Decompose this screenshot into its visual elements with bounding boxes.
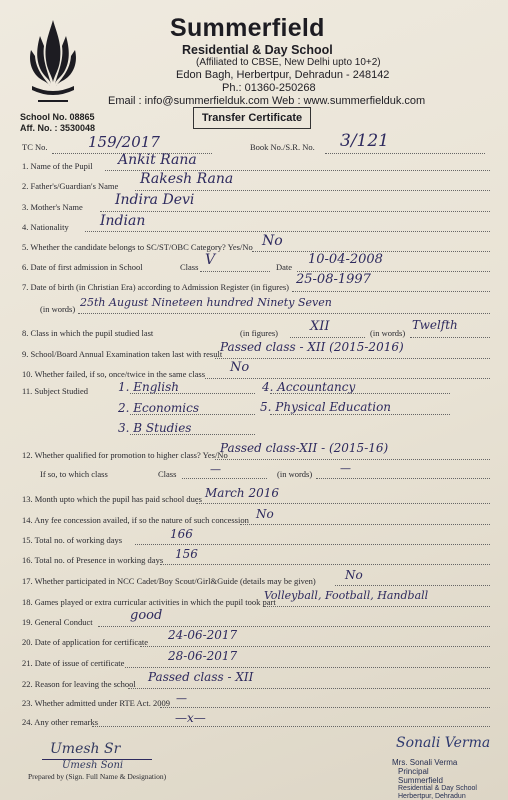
first-admission-date-label: Date [276,262,293,272]
first-admission-date-value: 10-04-2008 [308,252,383,267]
first-admission-class-label: Class [180,262,199,272]
school-subtitle: Residential & Day School [182,43,333,57]
subject-5: 5. Physical Education [260,400,392,414]
affiliation-number: Aff. No. : 3530048 [20,123,96,133]
nationality-label: 4. Nationality [22,222,69,232]
school-email-web: Email : info@summerfielduk.com Web : www.summerfielduk.com [108,95,426,107]
presence-label: 16. Total no. of Presence in working days [22,555,164,565]
ncc-label: 17. Whether participated in NCC Cadet/Boy Scout/Girl&Guide (details may be given) [22,576,316,586]
promotion-words-label: (in words) [277,469,313,479]
dues-value: March 2016 [205,486,279,500]
conduct-label: 19. General Conduct [22,617,93,627]
conduct-value: good [130,608,163,623]
ncc-value: No [345,568,363,582]
dob-figures-value: 25-08-1997 [296,272,371,287]
book-no-label: Book No./S.R. No. [250,142,315,152]
remarks-label: 24. Any other remarks [22,717,99,727]
failed-label: 10. Whether failed, if so, once/twice in the same class [22,369,206,379]
prepared-by-label: Prepared by (Sign. Full Name & Designation) [28,772,167,781]
fee-concession-value: No [256,507,274,521]
category-label: 5. Whether the candidate belongs to SC/ST/OBC Category? Yes/No [22,242,253,252]
last-exam-label: 9. School/Board Annual Examination taken last with result [22,349,223,359]
prepared-by-signature: Umesh Sr [50,741,121,757]
school-name: Summerfield [170,14,325,42]
principal-org: Summerfield [398,776,443,785]
working-days-value: 166 [170,527,193,541]
dob-words-value: 25th August Nineteen hundred Ninety Seven [80,296,332,309]
last-class-label: 8. Class in which the pupil studied last [22,328,154,338]
subject-1: 1. English [118,380,179,394]
rte-value: — [176,692,187,705]
school-affiliation: (Affiliated to CBSE, New Delhi upto 10+2) [196,57,381,68]
leaving-reason-label: 22. Reason for leaving the school [22,679,136,689]
principal-name: Mrs. Sonali Verma [392,758,458,767]
subject-4: 4. Accountancy [262,380,356,394]
last-class-words-value: Twelfth [412,318,458,332]
games-value: Volleyball, Football, Handball [264,589,429,602]
principal-org-line2: Residential & Day School [398,785,477,792]
issue-date-value: 28-06-2017 [168,649,238,663]
last-class-figures-value: XII [310,319,330,334]
school-number: School No. 08865 [20,112,95,122]
application-date-label: 20. Date of application for certificate [22,637,149,647]
working-days-label: 15. Total no. of working days [22,535,123,545]
dob-words-label: (in words) [40,304,76,314]
principal-title: Principal [398,767,429,776]
nationality-value: Indian [100,213,146,229]
failed-value: No [230,360,250,375]
subject-3: 3. B Studies [118,421,192,435]
category-value: No [262,233,283,249]
rte-label: 23. Whether admitted under RTE Act. 2009 [22,698,171,708]
school-phone: Ph.: 01360-250268 [222,82,316,94]
subject-2: 2. Economics [118,401,200,415]
dues-label: 13. Month upto which the pupil has paid school dues [22,494,202,504]
last-class-words-label: (in words) [370,328,406,338]
first-admission-class-value: V [205,252,216,268]
last-class-figures-label: (in figures) [240,328,279,338]
last-exam-value: Passed class - XII (2015-2016) [220,340,404,354]
father-name-label: 2. Father's/Guardian's Name [22,181,119,191]
principal-org-line3: Herbertpur, Dehradun [398,793,466,800]
first-admission-label: 6. Date of first admission in School [22,262,143,272]
principal-signature: Sonali Verma [396,735,491,751]
mother-name-label: 3. Mother's Name [22,202,83,212]
leaving-reason-value: Passed class - XII [148,670,254,684]
promotion-class-label: Class [158,469,177,479]
issue-date-label: 21. Date of issue of certificate [22,658,125,668]
promotion-class-sub-label: If so, to which class [40,469,108,479]
remarks-value: —x— [175,711,206,725]
fee-concession-label: 14. Any fee concession availed, if so the nature of such concession [22,515,249,525]
application-date-value: 24-06-2017 [168,628,238,642]
book-no-value: 3/121 [340,131,389,151]
promotion-words-value: — [340,462,351,475]
school-address: Edon Bagh, Herbertpur, Dehradun - 248142 [176,69,390,81]
name-of-pupil-value: Ankit Rana [118,152,197,168]
school-logo [22,16,84,114]
tc-no-label: TC No. [22,142,48,152]
mother-name-value: Indira Devi [115,192,195,208]
promotion-class-value: — [210,463,221,476]
subjects-label: 11. Subject Studied [22,386,89,396]
games-label: 18. Games played or extra curricular activities in which the pupil took part [22,597,276,607]
promotion-value: Passed class-XII - (2015-16) [220,441,389,455]
promotion-label: 12. Whether qualified for promotion to higher class? Yes/No [22,450,228,460]
father-name-value: Rakesh Rana [140,171,234,187]
tc-no-value: 159/2017 [88,133,160,151]
presence-value: 156 [175,547,198,561]
name-of-pupil-label: 1. Name of the Pupil [22,161,93,171]
prepared-by-name: Umesh Soni [62,760,124,771]
certificate-title: Transfer Certificate [193,107,311,129]
dob-label: 7. Date of birth (in Christian Era) according to Admission Register (in figures) [22,282,289,292]
